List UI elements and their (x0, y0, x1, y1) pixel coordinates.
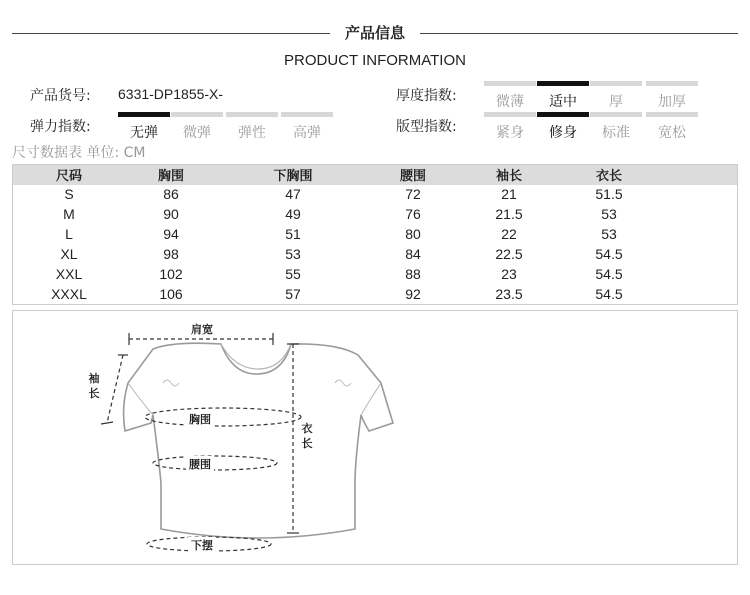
cell-waist: 76 (405, 206, 421, 222)
cell-waist: 72 (405, 186, 421, 202)
fit-option-0 (484, 112, 536, 142)
cell-size: XXL (55, 266, 83, 282)
elasticity-option-2 (226, 112, 278, 142)
thickness-text-3: 加厚 (658, 94, 686, 110)
cell-chest: 102 (159, 266, 183, 282)
header-chest: 胸围 (157, 169, 184, 184)
header-sleeve: 袖长 (495, 169, 522, 184)
thickness-bar-2 (590, 81, 642, 86)
shoulder-label: 肩宽 (191, 323, 213, 336)
fit-text-0: 紧身 (496, 125, 524, 141)
cell-chest: 86 (163, 186, 179, 202)
sleeve-label: 袖长 (88, 372, 100, 400)
cell-size: L (65, 226, 73, 242)
cell-size: S (64, 186, 74, 202)
header-waist: 腰围 (399, 169, 426, 184)
page-title-cn: 产品信息 (344, 24, 405, 42)
cell-size: XL (60, 246, 78, 262)
cell-chest: 90 (163, 206, 179, 222)
fit-text-3: 宽松 (658, 125, 686, 141)
product-code-value: 6331-DP1855-X- (118, 86, 224, 102)
elasticity-text-0: 无弹 (130, 125, 158, 141)
fit-text-2: 标准 (602, 125, 630, 141)
thickness-bar-0 (484, 81, 536, 86)
cell-sleeve: 23 (501, 266, 517, 282)
elasticity-text-1: 微弹 (183, 125, 211, 141)
thickness-text-0: 微薄 (496, 94, 524, 110)
elasticity-option-1 (171, 112, 223, 142)
cell-under-chest: 49 (285, 206, 301, 222)
cell-waist: 92 (405, 286, 421, 302)
chest-label: 胸围 (186, 411, 214, 427)
elasticity-text-3: 高弹 (293, 125, 321, 141)
elasticity-option-0 (118, 112, 170, 142)
tshirt-outline (124, 343, 393, 538)
cell-sleeve: 22 (501, 226, 517, 242)
cell-chest: 98 (163, 246, 179, 262)
waist-label: 腰围 (186, 456, 214, 472)
cell-under-chest: 57 (285, 286, 301, 302)
cell-length: 51.5 (595, 186, 623, 202)
fit-bar-0 (484, 112, 536, 117)
elasticity-bar-3 (281, 112, 333, 117)
cell-under-chest: 53 (285, 246, 301, 262)
elasticity-text-2: 弹性 (238, 125, 266, 141)
cell-waist: 84 (405, 246, 421, 262)
thickness-option-0 (484, 81, 536, 111)
header-size: 尺码 (55, 169, 82, 184)
page-title-en: PRODUCT INFORMATION (284, 52, 466, 69)
thickness-bar-3 (646, 81, 698, 86)
cell-length: 54.5 (595, 286, 623, 302)
elasticity-bar-2 (226, 112, 278, 117)
cell-chest: 106 (159, 286, 183, 302)
sleeve-dash-line (107, 355, 123, 423)
header-length: 衣长 (595, 169, 622, 184)
cell-under-chest: 51 (285, 226, 301, 242)
cell-sleeve: 22.5 (495, 246, 523, 262)
fit-bar-3 (646, 112, 698, 117)
thickness-text-1: 适中 (549, 94, 577, 110)
fit-option-2 (590, 112, 642, 142)
cell-waist: 88 (405, 266, 421, 282)
measurement-diagram (12, 310, 738, 565)
thickness-option-1 (537, 81, 589, 111)
cell-waist: 80 (405, 226, 421, 242)
elasticity-bar-0 (118, 112, 170, 117)
fit-option-3 (646, 112, 698, 142)
cell-chest: 94 (163, 226, 179, 242)
length-label: 衣长 (301, 422, 313, 450)
fit-label: 版型指数: (396, 119, 457, 135)
elasticity-bar-1 (171, 112, 223, 117)
tshirt-diagram (13, 311, 739, 566)
elasticity-option-3 (281, 112, 333, 142)
size-table (12, 164, 738, 305)
fit-text-1: 修身 (549, 125, 577, 141)
fit-option-1 (537, 112, 589, 142)
header-rule-right (420, 33, 738, 34)
cell-sleeve: 23.5 (495, 286, 523, 302)
hem-label: 下摆 (188, 537, 216, 553)
cell-length: 54.5 (595, 246, 623, 262)
thickness-text-2: 厚 (609, 94, 623, 110)
thickness-bar-1 (537, 81, 589, 86)
cell-sleeve: 21.5 (495, 206, 523, 222)
size-table-note: 尺寸数据表 单位: CM (12, 145, 146, 161)
fit-bar-1 (537, 112, 589, 117)
cell-under-chest: 47 (285, 186, 301, 202)
cell-sleeve: 21 (501, 186, 517, 202)
cell-under-chest: 55 (285, 266, 301, 282)
cell-length: 53 (601, 206, 617, 222)
cell-length: 54.5 (595, 266, 623, 282)
fit-bar-2 (590, 112, 642, 117)
thickness-label: 厚度指数: (396, 88, 457, 104)
thickness-option-3 (646, 81, 698, 111)
sleeve-tick-bottom (101, 422, 113, 424)
elasticity-label: 弹力指数: (30, 119, 91, 135)
cell-size: M (63, 206, 75, 222)
thickness-option-2 (590, 81, 642, 111)
product-code-label: 产品货号: (30, 88, 91, 104)
cell-length: 53 (601, 226, 617, 242)
cell-size: XXXL (51, 286, 87, 302)
header-under-chest: 下胸围 (273, 169, 313, 184)
